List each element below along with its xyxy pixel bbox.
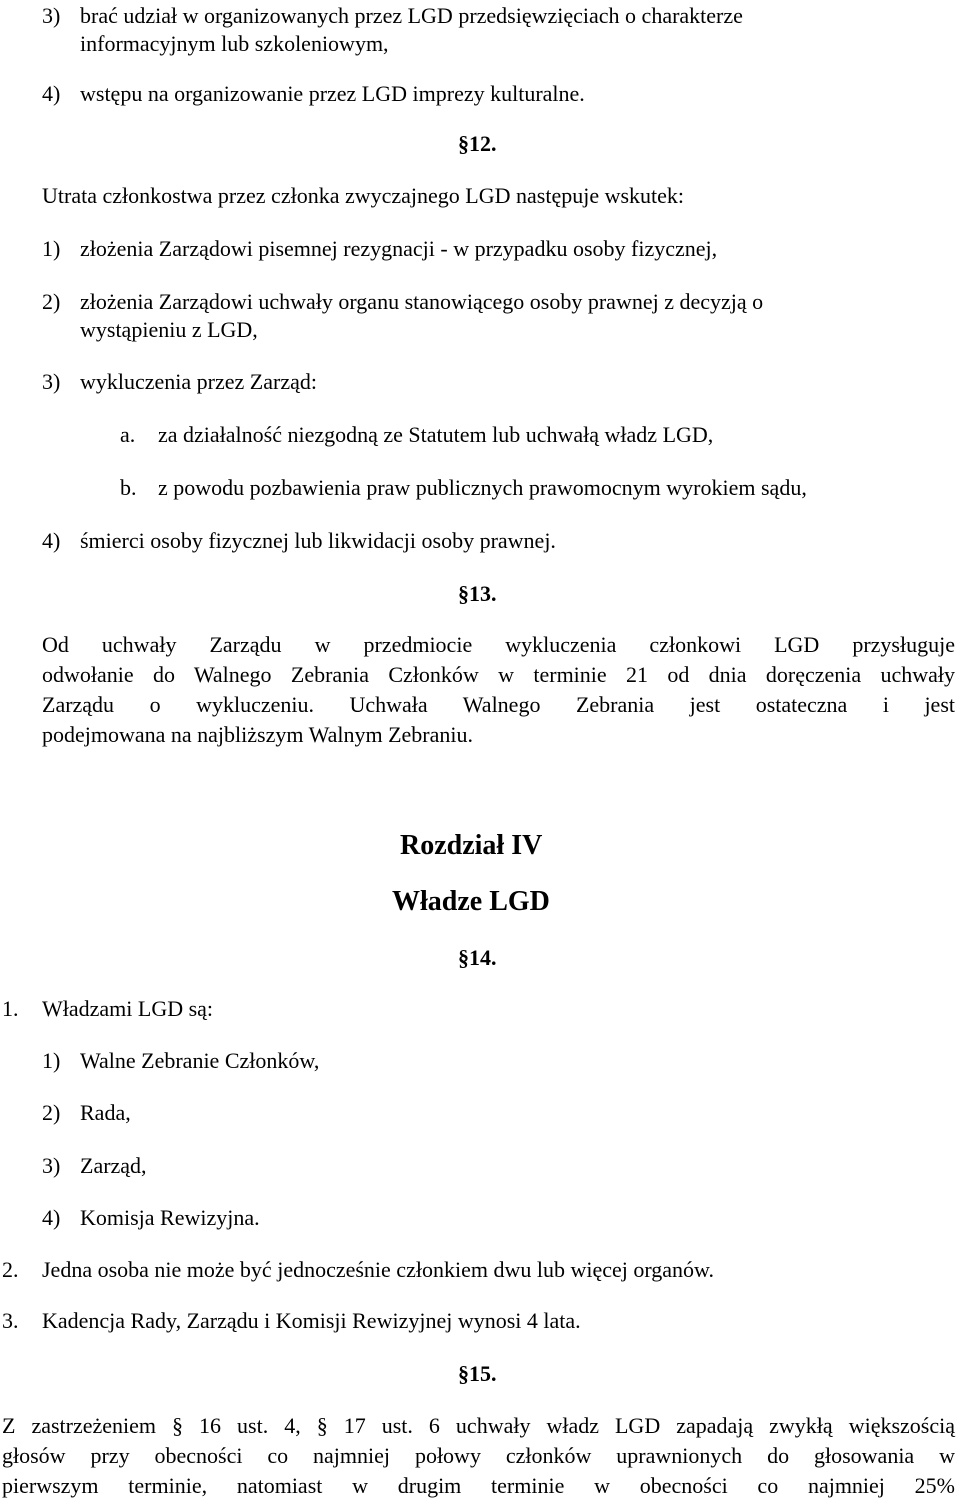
organ-item: Zarząd, <box>80 1153 147 1178</box>
section-heading-14: §14. <box>458 945 497 970</box>
point-number: 2. <box>2 1257 19 1282</box>
point-number: 3. <box>2 1308 19 1333</box>
sublist-item-text: za działalność niezgodną ze Statutem lub uchwałą władz LGD, <box>158 422 714 447</box>
point-text: Kadencja Rady, Zarządu i Komisji Rewizyjnej wynosi 4 lata. <box>42 1308 581 1333</box>
list-number: 4) <box>42 81 61 106</box>
list-number: 3) <box>42 3 61 28</box>
organ-item: Walne Zebranie Członków, <box>80 1048 320 1073</box>
section-heading-13: §13. <box>458 581 497 606</box>
section-13-paragraph <box>42 630 955 750</box>
point-number: 1. <box>2 996 19 1021</box>
sublist-letter: a. <box>120 422 136 447</box>
list-item-text: wystąpieniu z LGD, <box>80 317 258 342</box>
organ-item: Komisja Rewizyjna. <box>80 1205 260 1230</box>
paragraph-line: pierwszym terminie, natomiast w drugim terminie w obecności co najmniej 25% <box>2 1473 955 1498</box>
sublist-letter: b. <box>120 475 137 500</box>
list-item-text: wykluczenia przez Zarząd: <box>80 369 317 394</box>
list-number: 3) <box>42 1153 61 1178</box>
list-number: 3) <box>42 369 61 394</box>
chapter-subtitle: Władze LGD <box>392 886 550 917</box>
list-item-text: brać udział w organizowanych przez LGD przedsięwzięciach o charakterze <box>80 3 743 28</box>
list-number: 2) <box>42 289 61 314</box>
section-15-paragraph <box>2 1411 955 1501</box>
section-intro: Utrata członkostwa przez członka zwyczajnego LGD następuje wskutek: <box>42 183 685 208</box>
list-item-text: informacyjnym lub szkoleniowym, <box>80 31 389 56</box>
list-number: 1) <box>42 1048 61 1073</box>
section-heading-15: §15. <box>458 1361 497 1386</box>
paragraph-line: Z zastrzeżeniem § 16 ust. 4, § 17 ust. 6 uchwały władz LGD zapadają zwykłą większością <box>2 1413 955 1438</box>
paragraph-line: Od uchwały Zarządu w przedmiocie wykluczenia członkowi LGD przysługuje <box>42 632 955 657</box>
list-number: 1) <box>42 236 61 261</box>
list-item-text: wstępu na organizowanie przez LGD imprezy kulturalne. <box>80 81 585 106</box>
organ-item: Rada, <box>80 1100 131 1125</box>
point-text: Jedna osoba nie może być jednocześnie członkiem dwu lub więcej organów. <box>42 1257 714 1282</box>
list-number: 4) <box>42 1205 61 1230</box>
list-number: 2) <box>42 1100 61 1125</box>
sublist-item-text: z powodu pozbawienia praw publicznych prawomocnym wyrokiem sądu, <box>158 475 807 500</box>
section-heading-12: §12. <box>458 131 497 156</box>
paragraph-line: odwołanie do Walnego Zebrania Członków w terminie 21 od dnia doręczenia uchwały <box>42 662 955 687</box>
list-item-text: śmierci osoby fizycznej lub likwidacji osoby prawnej. <box>80 528 556 553</box>
paragraph-line: Zarządu o wykluczeniu. Uchwała Walnego Zebrania jest ostateczna i jest <box>42 692 955 717</box>
list-item-text: złożenia Zarządowi uchwały organu stanowiącego osoby prawnej z decyzją o <box>80 289 764 314</box>
paragraph-line: głosów przy obecności co najmniej połowy członków uprawnionych do głosowania w <box>2 1443 955 1468</box>
list-number: 4) <box>42 528 61 553</box>
list-item-text: złożenia Zarządowi pisemnej rezygnacji - w przypadku osoby fizycznej, <box>80 236 718 261</box>
point-text: Władzami LGD są: <box>42 996 214 1021</box>
paragraph-line: podejmowana na najbliższym Walnym Zebraniu. <box>42 722 473 747</box>
chapter-title: Rozdział IV <box>400 830 543 861</box>
